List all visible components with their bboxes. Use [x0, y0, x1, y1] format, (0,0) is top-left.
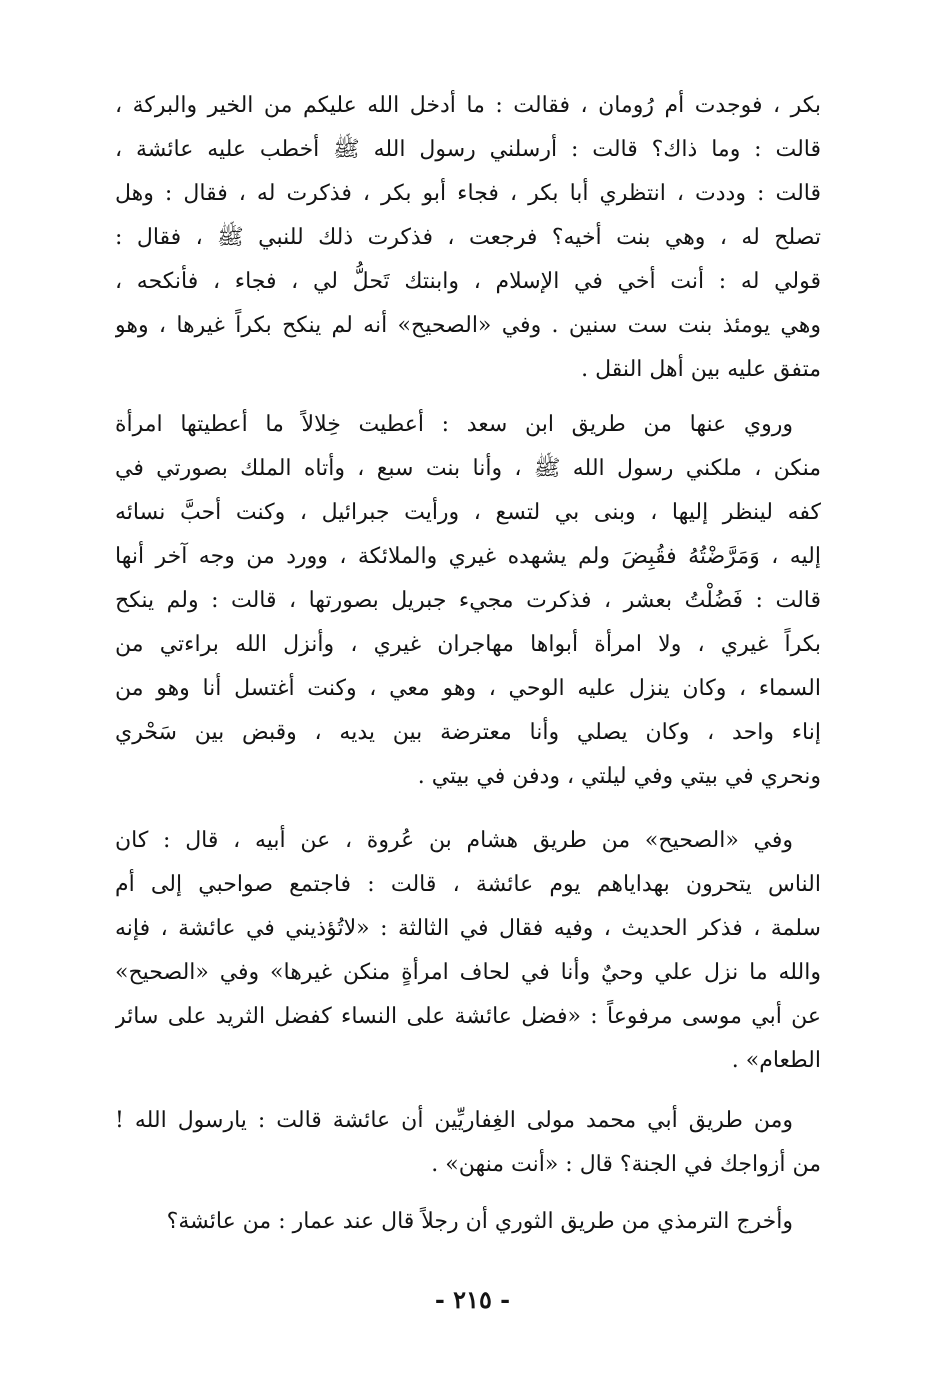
text-line: قولي له : أنت أخي في الإسلام ، وابنتك تَحلُّ لي ، فجاء ، فأنكحه ، [115, 269, 821, 294]
text-line: متفق عليه بين أهل النقل . [581, 357, 821, 382]
text-line: الطعام» . [731, 1048, 821, 1073]
text-line: قالت : فَضُلْتُ بعشر ، فذكرت مجيء جبريل بصورتها ، قالت : ولم ينكح [115, 588, 821, 613]
text-line: وأخرج الترمذي من طريق الثوري أن رجلاً قال عند عمار : من عائشة؟ [166, 1209, 793, 1234]
paragraph-3 [115, 819, 821, 1083]
text-line: وفي «الصحيح» من طريق هشام بن عُروة ، عن أبيه ، قال : كان [115, 828, 793, 853]
paragraph-1 [115, 84, 821, 392]
text-line: السماء ، وكان ينزل عليه الوحي ، وهو معي ، وكنت أغتسل أنا وهو من [115, 676, 821, 701]
page-number: - ٢١٥ - [434, 1285, 511, 1314]
text-line: من أزواجك في الجنة؟ قال : «أنت منهن» . [431, 1152, 821, 1177]
text-line: عن أبي موسى مرفوعاً : «فضل عائشة على النساء كفضل الثريد على سائر [115, 1004, 821, 1029]
text-line: تصلح له ، وهي بنت أخيه؟ فرجعت ، فذكرت ذلك للنبي ﷺ ، فقال : [115, 225, 821, 250]
text-line: ونحري في بيتي وفي ليلتي ، ودفن في بيتي . [417, 764, 821, 789]
text-line: منكن ، ملكني رسول الله ﷺ ، وأنا بنت سبع ، وأتاه الملك بصورتي في [115, 456, 821, 481]
paragraph-5 [115, 1200, 821, 1244]
text-line: قالت : وددت ، انتظري أبا بكر ، فجاء أبو بكر ، فذكرت له ، فقال : وهل [115, 181, 821, 206]
paragraph-4 [115, 1099, 821, 1187]
text-line: ومن طريق أبي محمد مولى الغِفاريِّين أن عائشة قالت : يارسول الله ! [115, 1108, 793, 1133]
text-line: إناء واحد ، وكان يصلي وأنا معترضة بين يديه ، وقبض بين سَحْري [115, 720, 821, 745]
text-line: سلمة ، فذكر الحديث ، وفيه فقال في الثالثة : «لاتُؤذيني في عائشة ، فإنه [115, 916, 821, 941]
text-line: إليه ، وَمَرَّضْتُهُ فقُبِضَ ولم يشهده غيري والملائكة ، وورد من وجه آخر أنها [115, 544, 821, 569]
text-line: الناس يتحرون بهداياهم يوم عائشة ، قالت : فاجتمع صواحبي إلى أم [115, 872, 821, 897]
paragraph-2 [115, 403, 821, 799]
text-line: والله ما نزل علي وحيٌ وأنا في لحاف امرأةٍ منكن غيرها» وفي «الصحيح» [115, 960, 821, 985]
text-line: بكراً غيري ، ولا امرأة أبواها مهاجران غيري ، وأنزل الله براءتي من [115, 632, 821, 657]
text-line: وروي عنها من طريق ابن سعد : أعطيت خِلالاً ما أعطيتها امرأة [115, 412, 793, 437]
text-line: وهي يومئذ بنت ست سنين . وفي «الصحيح» أنه لم ينكح بكراً غيرها ، وهو [115, 313, 821, 338]
text-line: بكر ، فوجدت أم رُومان ، فقالت : ما أدخل الله عليكم من الخير والبركة ، [115, 93, 821, 118]
text-line: قالت : وما ذاك؟ قالت : أرسلني رسول الله ﷺ أخطب عليه عائشة ، [115, 137, 821, 162]
text-line: كفه لينظر إليها ، وبنى بي لتسع ، ورأيت جبرائيل ، وكنت أحبَّ نسائه [115, 500, 821, 525]
